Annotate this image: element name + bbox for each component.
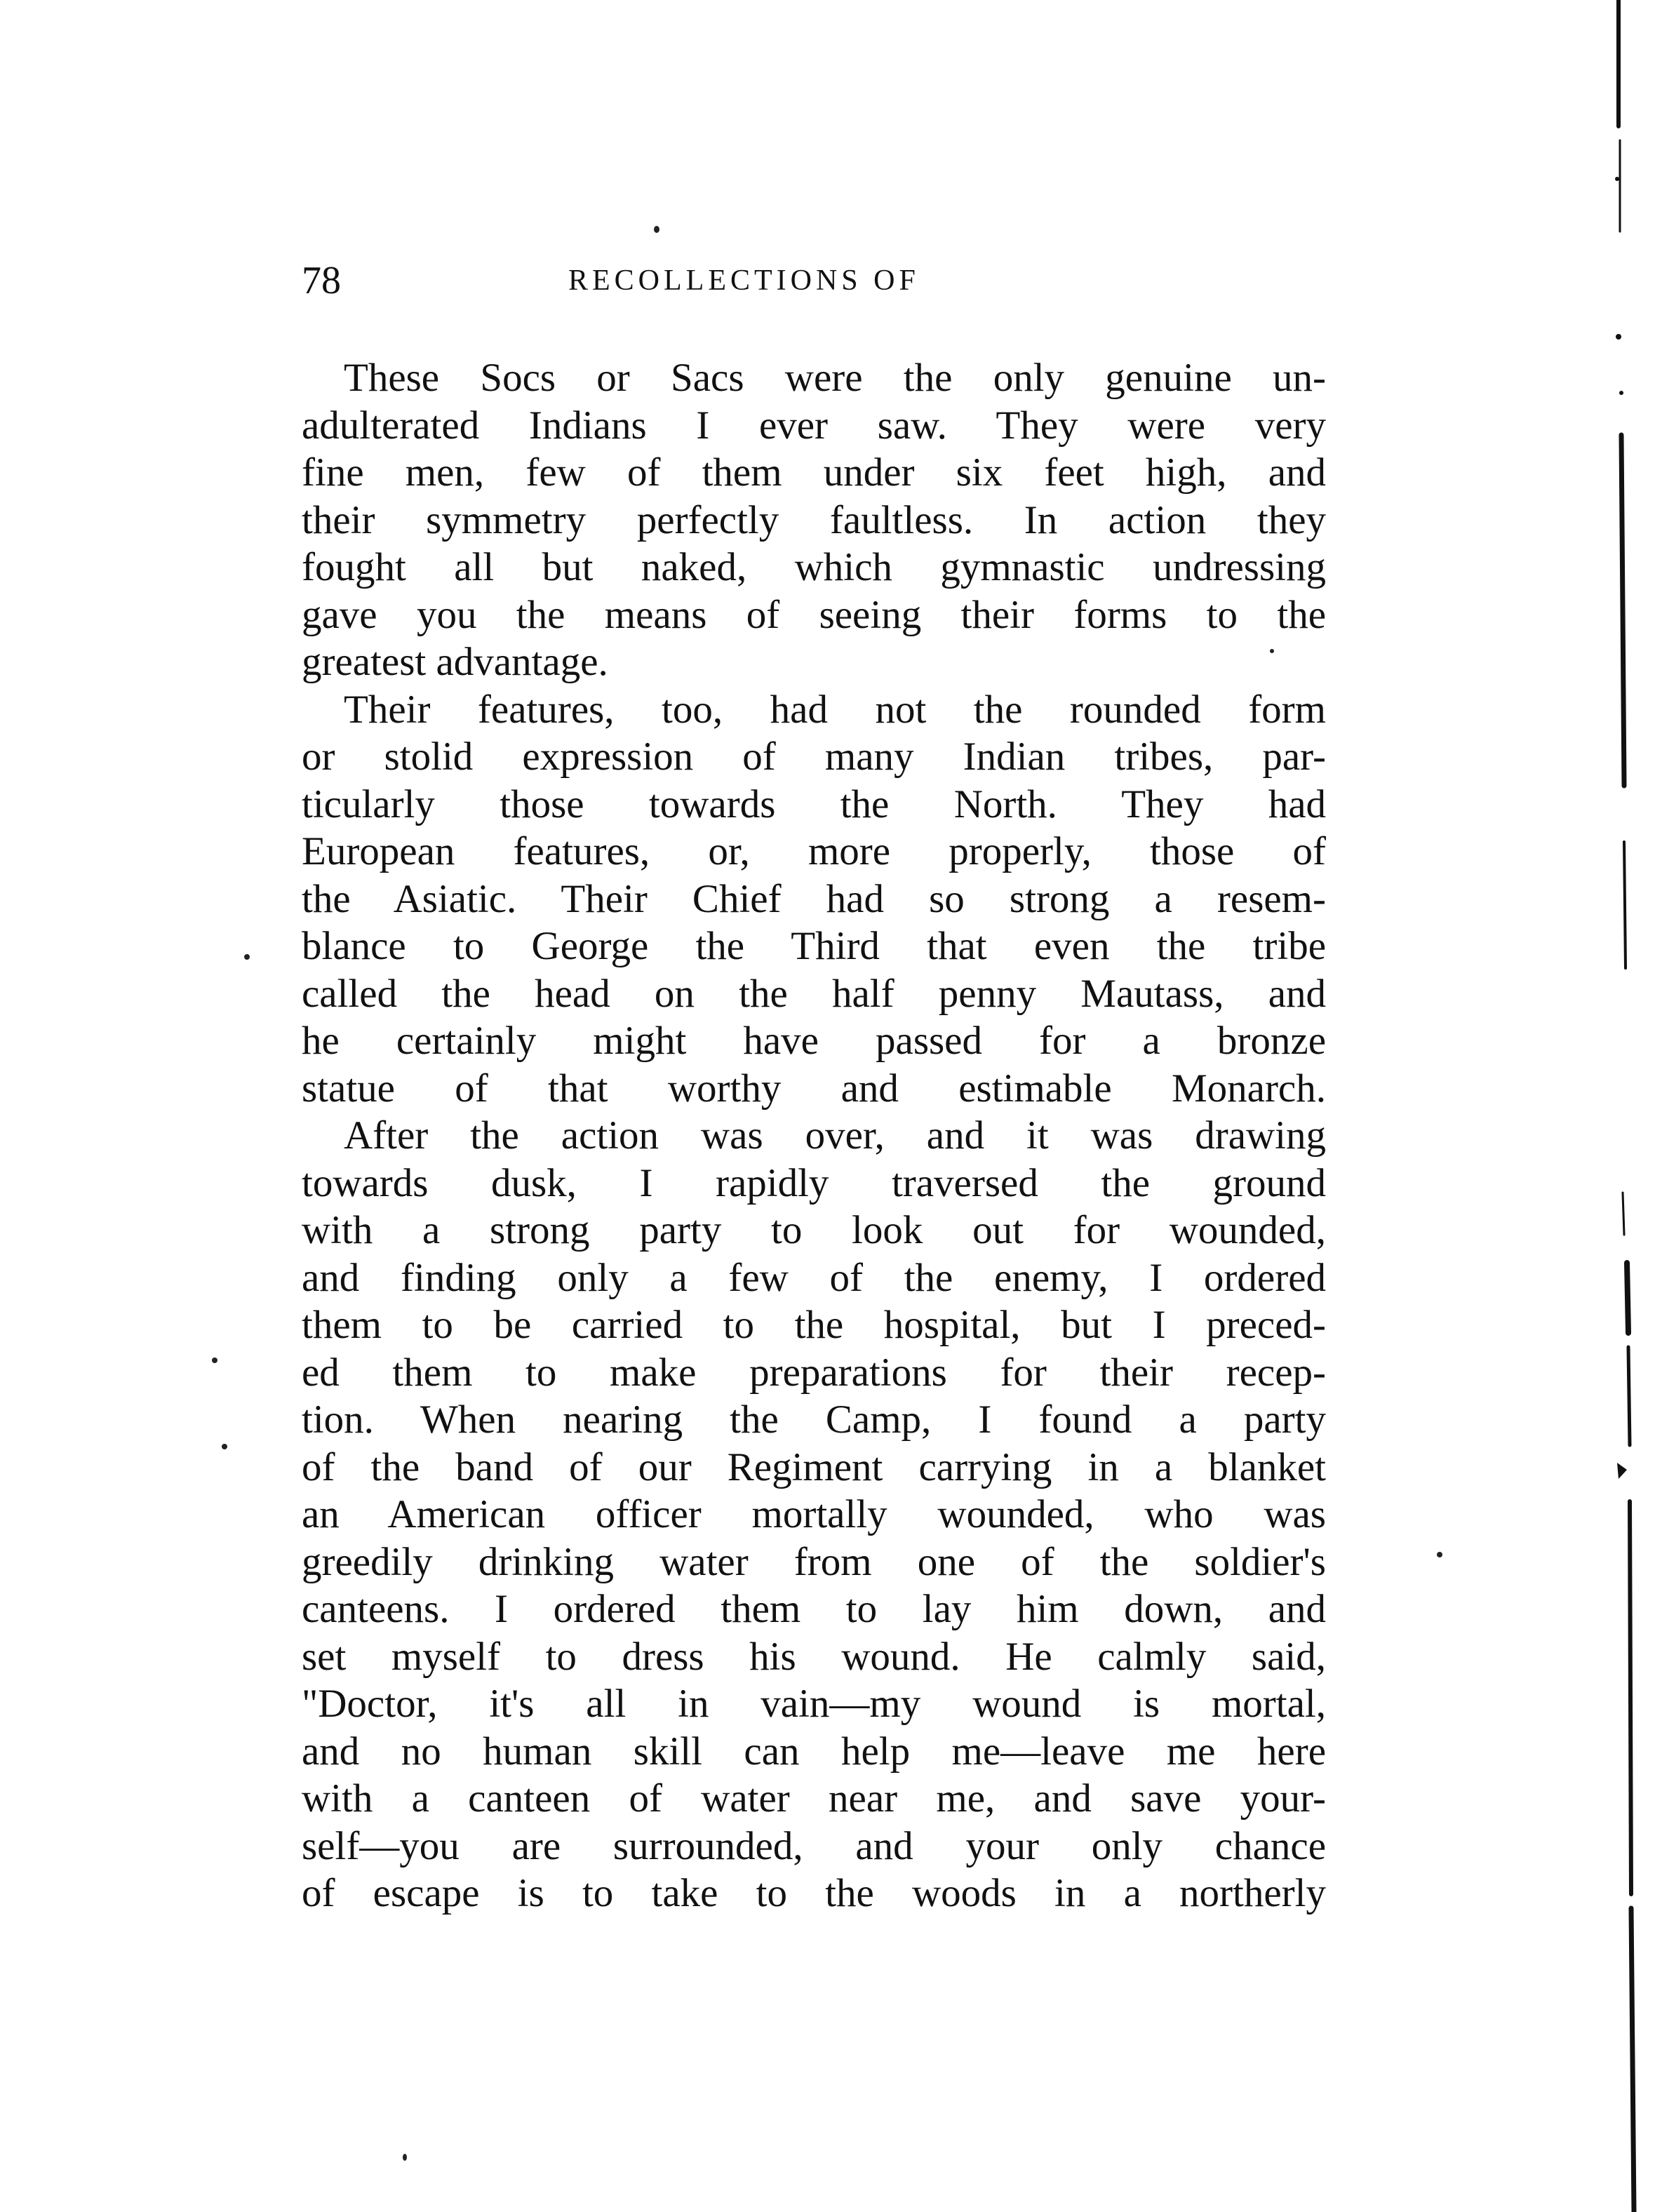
text-line: statue of that worthy and estimable Monarch. <box>302 1066 1326 1111</box>
text-line: greatest advantage. <box>302 640 608 684</box>
scan-speck <box>403 2154 407 2161</box>
text-line: "Doctor, it's all in vain—my wound is mortal, <box>302 1682 1326 1726</box>
text-line: ticularly those towards the North. They had <box>302 782 1326 826</box>
scan-speck <box>1270 649 1274 653</box>
running-head: RECOLLECTIONS OF <box>568 264 920 297</box>
scan-speck <box>244 954 250 960</box>
text-line: tion. When nearing the Camp, I found a party <box>302 1397 1326 1442</box>
text-line: fine men, few of them under six feet high, and <box>302 450 1326 495</box>
scan-speck <box>654 226 659 233</box>
text-line: self—you are surrounded, and your only chance <box>302 1823 1326 1868</box>
text-line: an American officer mortally wounded, who was <box>302 1492 1326 1536</box>
text-line: greedily drinking water from one of the soldier's <box>302 1539 1326 1584</box>
text-line: the Asiatic. Their Chief had so strong a resem- <box>302 876 1326 921</box>
scan-speck <box>212 1358 217 1363</box>
text-line: gave you the means of seeing their forms to the <box>302 592 1326 637</box>
text-line: towards dusk, I rapidly traversed the ground <box>302 1160 1326 1205</box>
text-line: ed them to make preparations for their recep- <box>302 1350 1326 1395</box>
text-line: Their features, too, had not the rounded form <box>344 687 1326 732</box>
text-line: canteens. I ordered them to lay him down, and <box>302 1587 1326 1631</box>
text-line: These Socs or Sacs were the only genuine un- <box>344 356 1326 400</box>
text-line: European features, or, more properly, those of <box>302 829 1326 873</box>
text-line: and no human skill can help me—leave me here <box>302 1729 1326 1774</box>
text-line: adulterated Indians I ever saw. They were very <box>302 403 1326 448</box>
text-line: of escape is to take to the woods in a northerly <box>302 1871 1326 1915</box>
binding-edge-mark <box>1603 0 1655 2212</box>
page-number: 78 <box>302 259 341 302</box>
text-line: he certainly might have passed for a bronze <box>302 1019 1326 1063</box>
text-line: set myself to dress his wound. He calmly said, <box>302 1634 1326 1679</box>
text-line: blance to George the Third that even the tribe <box>302 924 1326 968</box>
scan-speck <box>1437 1552 1442 1557</box>
text-line: of the band of our Regiment carrying in a blanket <box>302 1444 1326 1489</box>
text-line: and finding only a few of the enemy, I ordered <box>302 1255 1326 1300</box>
text-line: them to be carried to the hospital, but I preced- <box>302 1303 1326 1347</box>
text-line: their symmetry perfectly faultless. In action they <box>302 497 1326 542</box>
scan-speck <box>222 1444 227 1449</box>
text-line: with a strong party to look out for wounded, <box>302 1208 1326 1252</box>
text-line: After the action was over, and it was drawing <box>344 1113 1326 1158</box>
text-line: called the head on the half penny Mautass, and <box>302 971 1326 1016</box>
text-line: with a canteen of water near me, and save your- <box>302 1776 1326 1821</box>
text-line: or stolid expression of many Indian tribes, par- <box>302 735 1326 779</box>
body-text <box>302 354 1326 1917</box>
page-header <box>302 253 1326 309</box>
text-line: fought all but naked, which gymnastic undressing <box>302 545 1326 589</box>
